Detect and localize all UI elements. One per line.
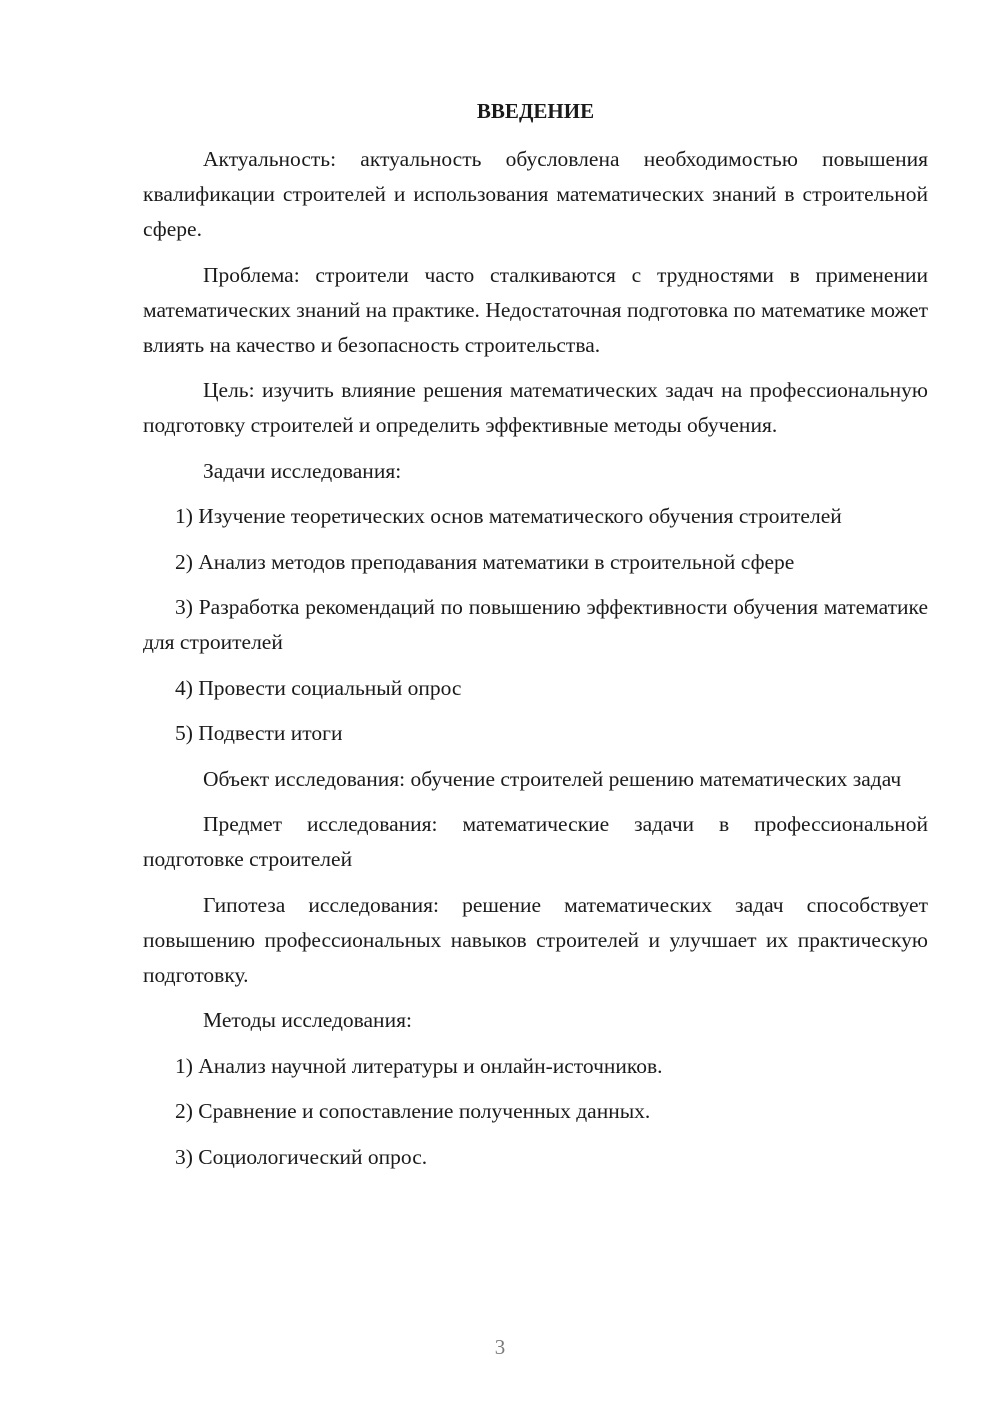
- relevance-paragraph: Актуальность: актуальность обусловлена необходимостью повышения квалификации строителей и использования математических знаний в строительной сфере.: [143, 147, 928, 241]
- task-item: 4) Провести социальный опрос: [175, 675, 462, 700]
- hypothesis-paragraph: Гипотеза исследования: решение математических задач способствует повышению профессиональных навыков строителей и улучшает их практическую подготовку.: [143, 892, 928, 987]
- task-item: 3) Разработка рекомендаций по повышению эффективности обучения математике для строителей: [143, 595, 928, 654]
- method-item: 2) Сравнение и сопоставление полученных данных.: [175, 1099, 651, 1123]
- tasks-heading: Задачи исследования:: [203, 458, 402, 483]
- method-item: 1) Анализ научной литературы и онлайн-источников.: [175, 1053, 663, 1078]
- task-item: 1) Изучение теоретических основ математического обучения строителей: [175, 504, 842, 528]
- page-number: 3: [494, 1335, 506, 1359]
- object-paragraph: Объект исследования: обучение строителей решению математических задач: [203, 766, 902, 791]
- subject-paragraph: Предмет исследования: математические задачи в профессиональной подготовке строителей: [143, 812, 928, 871]
- task-item: 2) Анализ методов преподавания математики в строительной сфере: [175, 549, 795, 574]
- problem-paragraph: Проблема: строители часто сталкиваются с трудностями в применении математических знаний на практике. Недостаточная подготовка по математике может влиять на качество и безопасность строительства.: [143, 262, 928, 357]
- goal-paragraph: Цель: изучить влияние решения математических задач на профессиональную подготовку строителей и определить эффективные методы обучения.: [143, 378, 928, 437]
- section-title: ВВЕДЕНИЕ: [476, 99, 595, 123]
- document-page: [143, 96, 928, 1185]
- methods-heading: Методы исследования:: [203, 1008, 412, 1032]
- task-item: 5) Подвести итоги: [175, 721, 343, 745]
- method-item: 3) Социологический опрос.: [175, 1144, 428, 1169]
